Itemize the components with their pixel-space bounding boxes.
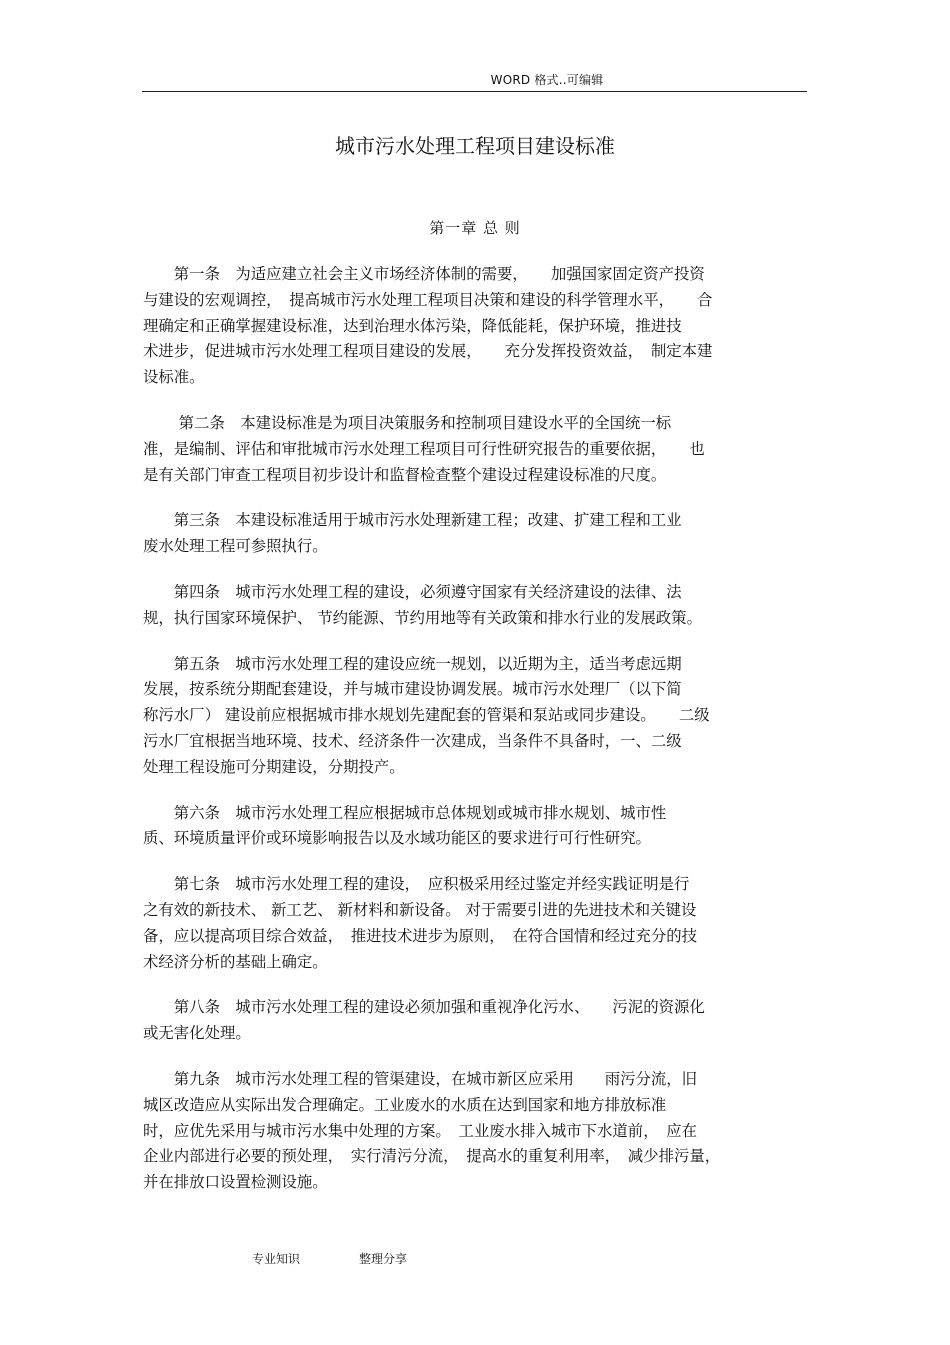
header-text: WORD 格式..可编辑 bbox=[490, 73, 604, 87]
paragraph-line: 城区改造应从实际出发合理确定。工业废水的水质在达到国家和地方排放标准 bbox=[143, 1095, 667, 1114]
document-body bbox=[143, 262, 807, 1216]
document-title: 城市污水处理工程项目建设标准 bbox=[335, 134, 615, 158]
paragraph-line: 污水厂宜根据当地环境、技术、经济条件一次建成，当条件不具备时，一、二级 bbox=[143, 731, 682, 750]
paragraph-line: 理确定和正确掌握建设标准，达到治理水体污染，降低能耗，保护环境，推进技 bbox=[143, 316, 682, 335]
paragraph-line: 第六条 城市污水处理工程应根据城市总体规划或城市排水规划、城市性 bbox=[143, 803, 667, 822]
paragraph-line: 设标准。 bbox=[143, 368, 205, 387]
article-paragraph bbox=[143, 1067, 807, 1196]
paragraph-line: 第五条 城市污水处理工程的建设应统一规划，以近期为主，适当考虑远期 bbox=[143, 654, 682, 673]
paragraph-line: 之有效的新技术、 新工艺、 新材料和新设备。 对于需要引进的先进技术和关键设 bbox=[143, 900, 697, 919]
article-paragraph bbox=[143, 580, 807, 632]
paragraph-line: 第七条 城市污水处理工程的建设， 应积极采用经过鉴定并经实践证明是行 bbox=[143, 875, 690, 894]
paragraph-line: 备，应以提高项目综合效益， 推进技术进步为原则， 在符合国情和经过充分的技 bbox=[143, 926, 698, 945]
paragraph-line: 第九条 城市污水处理工程的管渠建设，在城市新区应采用 雨污分流，旧 bbox=[143, 1069, 698, 1088]
paragraph-line: 术经济分析的基础上确定。 bbox=[143, 952, 328, 971]
paragraph-line: 第四条 城市污水处理工程的建设，必须遵守国家有关经济建设的法律、法 bbox=[143, 582, 682, 601]
paragraph-line: 术进步，促进城市污水处理工程项目建设的发展， 充分发挥投资效益， 制定本建 bbox=[143, 342, 713, 361]
paragraph-line: 第三条 本建设标准适用于城市污水处理新建工程；改建、扩建工程和工业 bbox=[143, 511, 682, 530]
paragraph-line: 质、环境质量评价或环境影响报告以及水域功能区的要求进行可行性研究。 bbox=[143, 829, 651, 848]
paragraph-line: 并在排放口设置检测设施。 bbox=[143, 1173, 328, 1192]
paragraph-line: 规，执行国家环境保护、 节约能源、节约用地等有关政策和排水行业的发展政策。 bbox=[143, 608, 702, 627]
paragraph-line: 发展，按系统分期配套建设，并与城市建设协调发展。城市污水处理厂（以下简 bbox=[143, 680, 682, 699]
paragraph-line: 是有关部门审查工程项目初步设计和监督检查整个建设过程建设标准的尺度。 bbox=[143, 465, 667, 484]
article-paragraph bbox=[143, 801, 807, 853]
footer-right: 整理分享 bbox=[359, 1252, 408, 1266]
paragraph-line: 第一条 为适应建立社会主义市场经济体制的需要， 加强国家固定资产投资 bbox=[143, 265, 705, 283]
paragraph-line: 准，是编制、评估和审批城市污水处理工程项目可行性研究报告的重要依据， 也 bbox=[143, 439, 705, 458]
paragraph-line: 第二条 本建设标准是为项目决策服务和控制项目建设水平的全国统一标 bbox=[143, 413, 672, 432]
article-paragraph bbox=[143, 995, 807, 1047]
paragraph-line: 废水处理工程可参照执行。 bbox=[143, 537, 328, 556]
article-paragraph bbox=[143, 652, 807, 781]
footer-left: 专业知识 bbox=[252, 1252, 301, 1266]
header-rule bbox=[142, 91, 807, 92]
page-header bbox=[0, 71, 950, 88]
paragraph-line: 第八条 城市污水处理工程的建设必须加强和重视净化污水、 污泥的资源化 bbox=[143, 998, 705, 1017]
paragraph-line: 或无害化处理。 bbox=[143, 1024, 251, 1043]
article-paragraph bbox=[143, 872, 807, 975]
paragraph-line: 称污水厂） 建设前应根据城市排水规划先建配套的管渠和泵站或同步建设。 二级 bbox=[143, 706, 710, 725]
paragraph-line: 处理工程设施可分期建设，分期投产。 bbox=[143, 757, 405, 776]
chapter-heading: 第一章 总 则 bbox=[429, 219, 521, 237]
article-paragraph bbox=[143, 411, 807, 488]
paragraph-line: 企业内部进行必要的预处理， 实行清污分流， 提高水的重复利用率， 减少排污量， bbox=[143, 1147, 721, 1166]
paragraph-line: 与建设的宏观调控， 提高城市污水处理工程项目决策和建设的科学管理水平， 合 bbox=[143, 290, 713, 309]
article-paragraph bbox=[143, 262, 807, 391]
paragraph-line: 时，应优先采用与城市污水集中处理的方案。 工业废水排入城市下水道前， 应在 bbox=[143, 1121, 698, 1140]
article-paragraph bbox=[143, 508, 807, 560]
